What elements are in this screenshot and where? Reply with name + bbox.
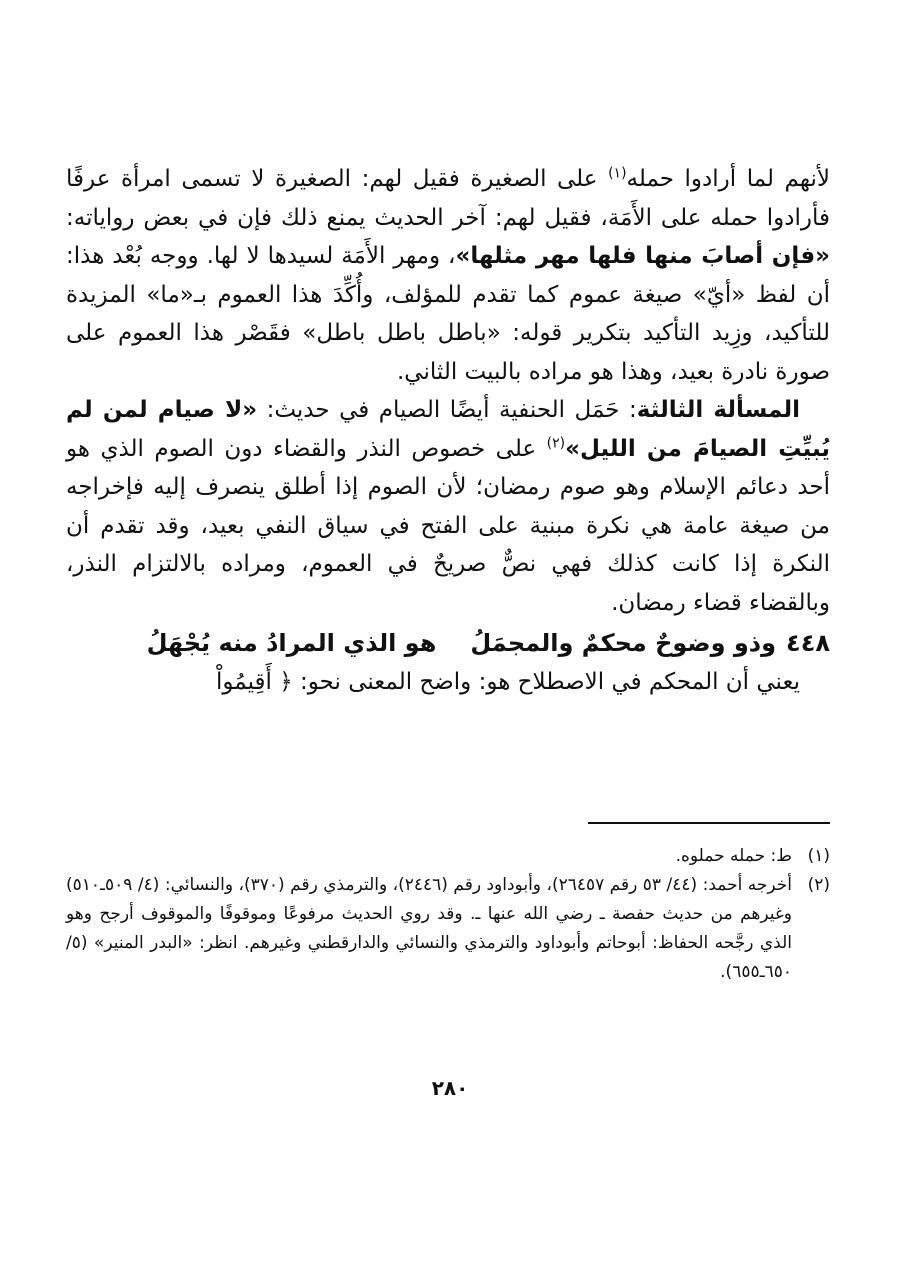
footnote-2-number: (٢): [807, 875, 830, 895]
hadith-quote-1: «فإن أصابَ منها فلها مهر مثلها»: [455, 243, 830, 269]
paragraph-2: [66, 391, 830, 622]
paragraph-1-text-c: ، ومهر الأَمَة لسيدها لا لها. ووجه بُعْد هذا: أن لفظ «أيّ» صيغة عموم كما تقدم للمؤلف، وأُكِّدَ هذا العموم بـ«ما» المزيدة للتأكيد، وزِيد التأكيد بتكرير قوله: «باطل باطل باطل» فقَصْر هذا العموم على صورة نادرة بعيد، وهذا هو مراده بالبيت الثاني.: [66, 243, 830, 385]
paragraph-1: [66, 160, 830, 391]
hadith-quote-2: «لا صيام لمن لم يُبيِّتِ الصيامَ من الليل»: [66, 397, 830, 462]
issue-heading: المسألة الثالثة: [636, 397, 801, 423]
paragraph-1-text-a: لأنهم لما أرادوا حمله: [626, 166, 830, 192]
main-text: [66, 160, 830, 701]
footnote-2: [66, 871, 830, 987]
paragraph-2-text-a: : حَمَل الحنفية أيضًا الصيام في حديث:: [257, 397, 637, 423]
footnotes: [66, 842, 830, 987]
paragraph-2-text-b: على خصوص النذر والقضاء دون الصوم الذي هو أحد دعائم الإسلام وهو صوم رمضان؛ لأن الصوم إذا أطلق ينصرف إليه فإخراجه من صيغة عامة هي نكرة مبنية على الفتح في سياق النفي بعيد، وقد تقدم أن النكرة إذا كانت كذلك فهي نصٌّ صريحٌ في العموم، ومراده بالالتزام النذر، وبالقضاء قضاء رمضان.: [66, 435, 830, 616]
paragraph-1-text-b: على الصغيرة فقيل لهم: الصغيرة لا تسمى امرأة عرفًا فأرادوا حمله على الأَمَة، فقيل لهم: آخر الحديث يمنع ذلك فإن في بعض رواياته:: [66, 166, 830, 231]
footnote-ref-1: (١): [608, 165, 627, 182]
verse-number: ٤٤٨: [786, 629, 830, 657]
footnote-ref-2: (٢): [546, 434, 566, 451]
footnote-1: [66, 842, 830, 871]
footnote-separator: [588, 822, 830, 824]
footnote-2-text: أخرجه أحمد: (٤٤/ ٥٣ رقم ٢٦٤٥٧)، وأبوداود رقم (٢٤٤٦)، والترمذي رقم (٣٧٠)، والنسائي: (٤/ ٥٠٩ـ٥١٠) وغيرهم من حديث حفصة ـ رضي الله عنها ـ. وقد روي الحديث مرفوعًا وموقوفًا والموقوف أرجح وهو الذي رجَّحه الحفاظ: أبوحاتم وأبوداود والترمذي والنسائي والدارقطني وغيرهم. انظر: «البدر المنير» (٥/ ٦٥٠ـ٦٥٥).: [66, 875, 792, 982]
paragraph-3: يعني أن المحكم في الاصطلاح هو: واضح المعنى نحو: ﴿ أَقِيمُواْ: [216, 668, 800, 695]
page-number: ٢٨٠: [431, 1076, 469, 1100]
verse-second-hemistich: هو الذي المرادُ منه يُجْهَلُ: [146, 629, 437, 657]
footnote-1-text: ط: حمله حملوه.: [675, 846, 792, 866]
verse-line: [66, 624, 830, 663]
verse-first-hemistich: وذو وضوحٌ محكمٌ والمجمَلُ: [470, 629, 777, 657]
footnote-1-number: (١): [807, 846, 830, 866]
